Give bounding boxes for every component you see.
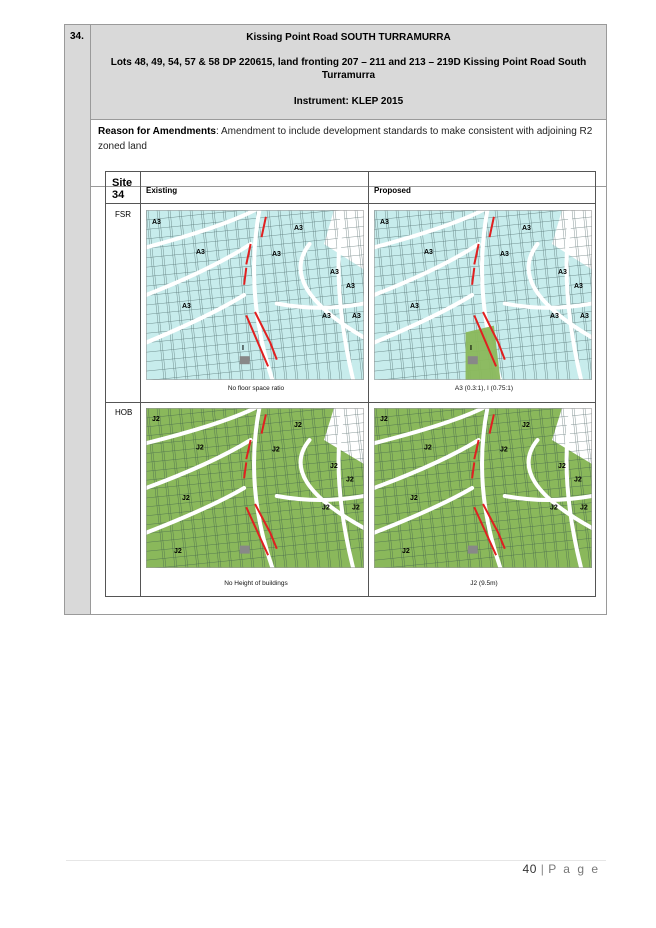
- map-comparison-table: [105, 171, 596, 597]
- amendment-table: [64, 24, 607, 615]
- map-hob-proposed: [374, 408, 592, 568]
- item-number-column: [65, 25, 91, 614]
- row-label-fsr: FSR: [115, 210, 131, 219]
- zone-label: J2: [272, 446, 280, 454]
- zone-label: J2: [522, 421, 530, 429]
- caption-hob-proposed: J2 (9.5m): [470, 580, 498, 587]
- zone-label: A3: [410, 303, 419, 310]
- zone-label: J2: [424, 444, 432, 452]
- caption-hob-existing: No Height of buildings: [224, 580, 288, 587]
- page-number: 40: [522, 862, 537, 876]
- zone-label: A3: [500, 251, 509, 258]
- zone-label: I: [470, 345, 472, 352]
- item-instrument: Instrument: KLEP 2015: [293, 96, 404, 107]
- zone-label: J2: [410, 495, 418, 503]
- col-proposed-header: Proposed: [374, 186, 411, 195]
- zone-label: A3: [424, 249, 433, 256]
- item-lots: Lots 48, 49, 54, 57 & 58 DP 220615, land fronting 207 – 211 and 213 – 219D Kissing Point Road South Turramurra: [110, 57, 587, 81]
- zone-label: A3: [550, 313, 559, 320]
- site-label: Site 34: [112, 177, 133, 201]
- row-label-hob: HOB: [115, 408, 133, 417]
- caption-fsr-existing: No floor space ratio: [227, 385, 285, 392]
- zone-label: I: [242, 345, 244, 352]
- map-fsr-existing: [146, 210, 364, 380]
- zone-label: J2: [330, 463, 338, 471]
- item-header: [91, 25, 606, 120]
- zone-label: A3: [346, 283, 355, 290]
- map-hob-existing: [146, 408, 364, 568]
- zone-label: A3: [558, 269, 567, 276]
- zone-label: A3: [272, 251, 281, 258]
- zone-label: A3: [522, 225, 531, 232]
- map-fsr-proposed: [374, 210, 592, 380]
- zone-label: A3: [580, 313, 589, 320]
- zone-label: A3: [322, 313, 331, 320]
- zone-label: A3: [152, 219, 161, 226]
- zone-label: A3: [352, 313, 361, 320]
- zone-label: J2: [174, 547, 182, 555]
- col-existing-header: Existing: [146, 186, 178, 195]
- zone-label: J2: [580, 504, 588, 512]
- zone-label: J2: [346, 476, 354, 484]
- page-word: P a g e: [548, 862, 600, 876]
- footer-divider: [66, 860, 606, 861]
- item-title: Kissing Point Road SOUTH TURRAMURRA: [246, 32, 451, 43]
- zone-label: J2: [152, 416, 160, 424]
- item-number: 34.: [70, 31, 84, 42]
- footer-separator: |: [540, 862, 545, 876]
- zone-label: J2: [500, 446, 508, 454]
- zone-label: A3: [182, 303, 191, 310]
- zone-label: J2: [380, 416, 388, 424]
- zone-label: J2: [322, 504, 330, 512]
- page-footer: [523, 862, 600, 876]
- zone-label: J2: [574, 476, 582, 484]
- reason-text: : Amendment to include development standards to make consistent with adjoining R2 zoned land: [98, 126, 593, 152]
- zone-label: A3: [196, 249, 205, 256]
- zone-label: J2: [550, 504, 558, 512]
- caption-fsr-proposed: A3 (0.3:1), I (0.75:1): [454, 385, 514, 392]
- zone-label: A3: [380, 219, 389, 226]
- zone-label: J2: [402, 547, 410, 555]
- zone-label: A3: [294, 225, 303, 232]
- zone-label: J2: [182, 495, 190, 503]
- reason-label: Reason for Amendments: [98, 126, 216, 137]
- zone-label: J2: [352, 504, 360, 512]
- zone-label: J2: [196, 444, 204, 452]
- zone-label: J2: [558, 463, 566, 471]
- zone-label: J2: [294, 421, 302, 429]
- zone-label: A3: [330, 269, 339, 276]
- zone-label: A3: [574, 283, 583, 290]
